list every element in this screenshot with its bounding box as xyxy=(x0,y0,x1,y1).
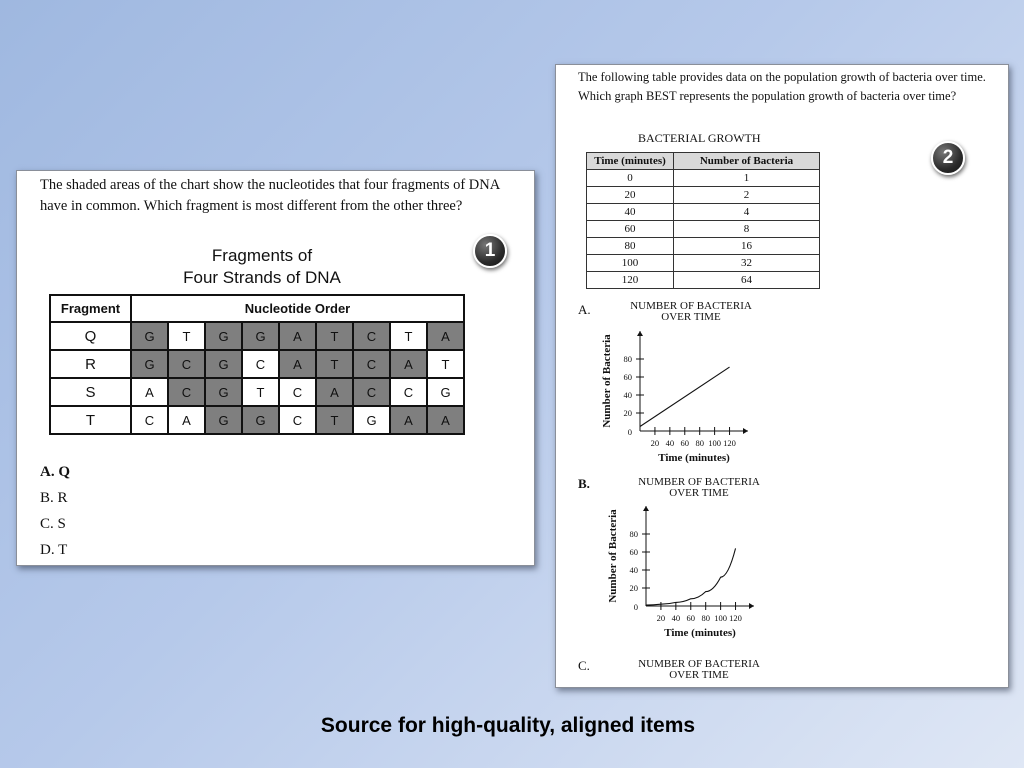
option-b-letter: B. xyxy=(578,476,590,491)
nucleotide-cell: C xyxy=(353,378,390,406)
x-tick-label: 80 xyxy=(695,438,704,448)
graph-a xyxy=(598,323,788,468)
x-axis-arrow xyxy=(743,428,748,434)
count-cell: 32 xyxy=(674,255,820,272)
y-tick-label: 40 xyxy=(629,565,638,575)
answer-letter: C. xyxy=(40,516,54,532)
nucleotide-cell: C xyxy=(168,350,205,378)
answer-text: Q xyxy=(58,464,71,480)
nucleotide-cell: C xyxy=(131,406,168,434)
answer-choice xyxy=(40,537,70,563)
nucleotide-cell: T xyxy=(316,322,353,350)
nucleotide-cell: G xyxy=(205,350,242,378)
answer-letter: D. xyxy=(40,542,55,558)
series-line xyxy=(646,548,736,605)
item-1-answer-choices xyxy=(40,459,70,563)
dna-chart-title-line1: Fragments of xyxy=(211,246,313,265)
table-row xyxy=(587,221,820,238)
nucleotide-cell: C xyxy=(390,378,427,406)
graph-b xyxy=(604,498,794,643)
origin-label: 0 xyxy=(627,427,632,437)
answer-letter: A. xyxy=(40,464,55,480)
answer-letter: B. xyxy=(40,490,54,506)
nucleotide-cell: T xyxy=(168,322,205,350)
graph-c-title xyxy=(624,659,774,681)
x-tick-label: 80 xyxy=(701,613,710,623)
nucleotide-cell: G xyxy=(205,322,242,350)
nucleotide-cell: T xyxy=(390,322,427,350)
y-axis-label: Number of Bacteria xyxy=(601,334,613,428)
item-2-question xyxy=(578,68,1006,106)
graph-b-title xyxy=(624,477,774,499)
y-tick-label: 20 xyxy=(623,408,632,418)
nucleotide-cell: G xyxy=(242,406,279,434)
nucleotide-cell: C xyxy=(353,350,390,378)
nucleotide-cell: T xyxy=(316,350,353,378)
graph-a-title xyxy=(616,301,766,323)
time-cell: 20 xyxy=(587,187,674,204)
count-cell: 64 xyxy=(674,272,820,289)
nucleotide-cell: T xyxy=(242,378,279,406)
item-1-question: The shaded areas of the chart show the nucleotides that four fragments of DNA have in common. Which fragment is most different from the other three? xyxy=(40,177,500,214)
table-row xyxy=(587,204,820,221)
nucleotide-cell: T xyxy=(427,350,464,378)
item-2-question-line1: The following table provides data on the population growth of bacteria over time. xyxy=(578,70,986,84)
table-row xyxy=(587,255,820,272)
x-tick-label: 20 xyxy=(656,613,666,623)
table-row xyxy=(587,170,820,187)
y-tick-label: 20 xyxy=(629,583,638,593)
header-number: Number of Bacteria xyxy=(674,153,820,170)
y-tick-label: 60 xyxy=(629,547,638,557)
count-cell: 16 xyxy=(674,238,820,255)
x-axis-label: Time (minutes) xyxy=(658,452,730,464)
origin-label: 0 xyxy=(633,602,638,612)
nucleotide-cell: A xyxy=(427,406,464,434)
x-axis-label: Time (minutes) xyxy=(664,627,736,639)
dna-fragments-table xyxy=(49,294,465,435)
item-2-card xyxy=(555,64,1009,688)
nucleotide-cell: G xyxy=(131,322,168,350)
y-axis-arrow xyxy=(637,331,643,336)
dna-table-body xyxy=(50,322,464,434)
option-c-letter: C. xyxy=(578,658,590,673)
nucleotide-cell: C xyxy=(353,322,390,350)
answer-text: T xyxy=(58,542,68,558)
table-row xyxy=(587,187,820,204)
fragment-label: T xyxy=(50,406,131,434)
time-cell: 40 xyxy=(587,204,674,221)
dna-chart-title xyxy=(127,245,397,289)
y-axis-label: Number of Bacteria xyxy=(607,509,619,603)
dna-row-t xyxy=(50,406,464,434)
option-a-letter: A. xyxy=(578,302,591,317)
nucleotide-cell: A xyxy=(279,322,316,350)
dna-row-s xyxy=(50,378,464,406)
answer-choice xyxy=(40,485,70,511)
nucleotide-cell: A xyxy=(316,378,353,406)
bacterial-table-title: BACTERIAL GROWTH xyxy=(638,131,761,145)
nucleotide-cell: G xyxy=(353,406,390,434)
nucleotide-cell: G xyxy=(205,406,242,434)
y-tick-label: 40 xyxy=(623,390,632,400)
x-tick-label: 100 xyxy=(708,438,721,448)
fragment-label: S xyxy=(50,378,131,406)
graph-a-title-line2: OVER TIME xyxy=(661,311,721,323)
table-row xyxy=(587,272,820,289)
series-line xyxy=(640,367,730,426)
time-cell: 0 xyxy=(587,170,674,187)
header-nucleotide-order: Nucleotide Order xyxy=(131,295,464,322)
x-tick-label: 40 xyxy=(671,613,681,623)
nucleotide-cell: T xyxy=(316,406,353,434)
count-cell: 4 xyxy=(674,204,820,221)
answer-text: S xyxy=(57,516,66,532)
count-cell: 1 xyxy=(674,170,820,187)
dna-row-r xyxy=(50,350,464,378)
time-cell: 100 xyxy=(587,255,674,272)
x-tick-label: 20 xyxy=(650,438,660,448)
nucleotide-cell: G xyxy=(427,378,464,406)
count-cell: 2 xyxy=(674,187,820,204)
x-tick-label: 60 xyxy=(686,613,696,623)
nucleotide-cell: A xyxy=(279,350,316,378)
nucleotide-cell: A xyxy=(168,406,205,434)
graph-b-title-line2: OVER TIME xyxy=(669,487,729,499)
item-number-badge-2: 2 xyxy=(931,141,965,175)
item-2-question-line2: Which graph BEST represents the population growth of bacteria over time? xyxy=(578,89,957,103)
header-fragment: Fragment xyxy=(50,295,131,322)
count-cell: 8 xyxy=(674,221,820,238)
x-tick-label: 100 xyxy=(714,613,727,623)
x-tick-label: 40 xyxy=(665,438,675,448)
nucleotide-cell: G xyxy=(131,350,168,378)
answer-choice xyxy=(40,511,70,537)
graph-b-title-line1: NUMBER OF BACTERIA xyxy=(638,476,760,488)
y-tick-label: 80 xyxy=(623,354,632,364)
nucleotide-cell: A xyxy=(427,322,464,350)
dna-row-q xyxy=(50,322,464,350)
bacterial-table-body xyxy=(587,170,820,289)
nucleotide-cell: A xyxy=(390,350,427,378)
nucleotide-cell: C xyxy=(279,378,316,406)
nucleotide-cell: G xyxy=(242,322,279,350)
nucleotide-cell: A xyxy=(131,378,168,406)
time-cell: 60 xyxy=(587,221,674,238)
nucleotide-cell: C xyxy=(279,406,316,434)
time-cell: 80 xyxy=(587,238,674,255)
y-axis-arrow xyxy=(643,506,649,511)
y-tick-label: 80 xyxy=(629,529,638,539)
graph-c-title-line2: OVER TIME xyxy=(669,669,729,681)
fragment-label: Q xyxy=(50,322,131,350)
fragment-label: R xyxy=(50,350,131,378)
nucleotide-cell: G xyxy=(205,378,242,406)
x-tick-label: 120 xyxy=(723,438,736,448)
item-number-badge-1: 1 xyxy=(473,234,507,268)
slide-footer-caption: Source for high-quality, aligned items xyxy=(320,714,696,737)
answer-text: R xyxy=(57,490,68,506)
answer-choice xyxy=(40,459,70,485)
x-tick-label: 120 xyxy=(729,613,742,623)
graph-a-title-line1: NUMBER OF BACTERIA xyxy=(630,300,752,312)
header-time: Time (minutes) xyxy=(587,153,674,170)
bacterial-growth-table xyxy=(586,152,820,289)
nucleotide-cell: C xyxy=(168,378,205,406)
nucleotide-cell: C xyxy=(242,350,279,378)
dna-chart-title-line2: Four Strands of DNA xyxy=(183,268,341,287)
table-row xyxy=(587,238,820,255)
x-axis-arrow xyxy=(749,603,754,609)
time-cell: 120 xyxy=(587,272,674,289)
x-tick-label: 60 xyxy=(680,438,690,448)
y-tick-label: 60 xyxy=(623,372,632,382)
nucleotide-cell: A xyxy=(390,406,427,434)
graph-c-title-line1: NUMBER OF BACTERIA xyxy=(638,658,760,670)
item-1-card xyxy=(16,170,535,566)
